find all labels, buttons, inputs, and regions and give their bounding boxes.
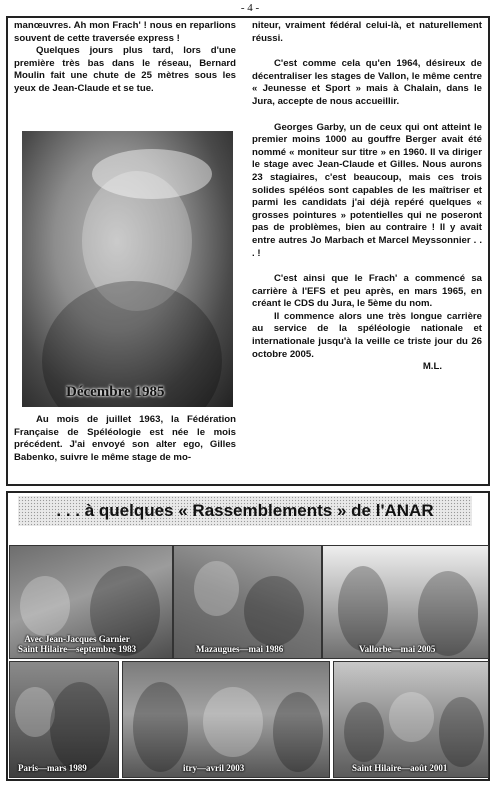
right-paragraph-3: Georges Garby, un de ceux qui ont atteint le premier moins 1000 au gouffre Berger avait été nommé « moniteur sur titre » en 1960. Il va diriger le stage avec Jean-Claude et Gilles. Nous aurons 23 stagiaires, c'est beaucoup, mais ces trois solides spéléos sont capables de les maîtriser et parmi les candidats j'ai déjà repéré quelques « grosses pointures » potentielles qui ne poseront pas de problèmes, bien au contraire ! Il y avait entre autres Jo Marbach et Marcel Meyssonnier . . . ! bbox=[252, 121, 482, 259]
left-paragraph-1: manœuvres. Ah mon Frach' ! nous en reparlions souvent de cette traversée express ! bbox=[14, 20, 236, 44]
right-paragraph-1: niteur, vraiment fédéral celui-là, et naturellement réussi. bbox=[252, 20, 482, 44]
left-paragraph-2: Quelques jours plus tard, lors d'une première très bas dans le réseau, Bernard Moulin fait une chute de 25 mètres sous les yeux de Jean-Claude et se tue. bbox=[14, 45, 236, 94]
gallery-caption-6: Saint Hilaire—août 2001 bbox=[352, 763, 448, 773]
gallery-banner bbox=[18, 496, 472, 526]
gallery-caption-2: Mazaugues—mai 1986 bbox=[196, 644, 284, 654]
left-column-bottom bbox=[14, 414, 236, 464]
gallery-photo-5 bbox=[122, 661, 330, 778]
right-paragraph-5: Il commence alors une très longue carrière au service de la spéléologie nationale et internationale jusqu'à la veille ce triste jour du 26 octobre 2005. bbox=[252, 310, 482, 360]
banner-title: . . . à quelques « Rassemblements » de l'ANAR bbox=[56, 501, 434, 520]
gallery-photo-2 bbox=[173, 545, 322, 659]
portrait-photo bbox=[22, 131, 233, 407]
gallery-caption-4: Paris—mars 1989 bbox=[18, 763, 87, 773]
gallery-photo-6 bbox=[333, 661, 489, 778]
right-column bbox=[252, 20, 482, 374]
gallery-caption-1: Avec Jean-Jacques Garnier Saint Hilaire—septembre 1983 bbox=[18, 634, 137, 654]
gallery-caption-5: itry—avril 2003 bbox=[183, 763, 245, 773]
left-column bbox=[14, 20, 236, 96]
gallery-photo-3 bbox=[322, 545, 489, 659]
gallery-photo-1 bbox=[9, 545, 173, 659]
signature: M.L. bbox=[422, 361, 442, 373]
left-paragraph-3: Au mois de juillet 1963, la Fédération Française de Spéléologie est née le mois précédent. J'ai envoyé son alter ego, Gilles Babenko, suivre le même stage de mo- bbox=[14, 414, 236, 463]
page-number: - 4 - bbox=[240, 2, 260, 14]
right-paragraph-2: C'est comme cela qu'en 1964, désireux de décentraliser les stages de Vallon, le même centre « Jeunesse et Sport » mais à Chalain, dans le Jura, accepte de nous accueillir. bbox=[252, 58, 482, 107]
gallery-caption-3: Vallorbe—mai 2005 bbox=[359, 644, 436, 654]
gallery-photo-4 bbox=[9, 661, 119, 778]
portrait-caption: Décembre 1985 bbox=[66, 384, 165, 400]
right-paragraph-4: C'est ainsi que le Frach' a commencé sa carrière à l'EFS et peu après, en mars 1965, en créant le CDS du Jura, le 5ème du nom. bbox=[252, 273, 482, 310]
